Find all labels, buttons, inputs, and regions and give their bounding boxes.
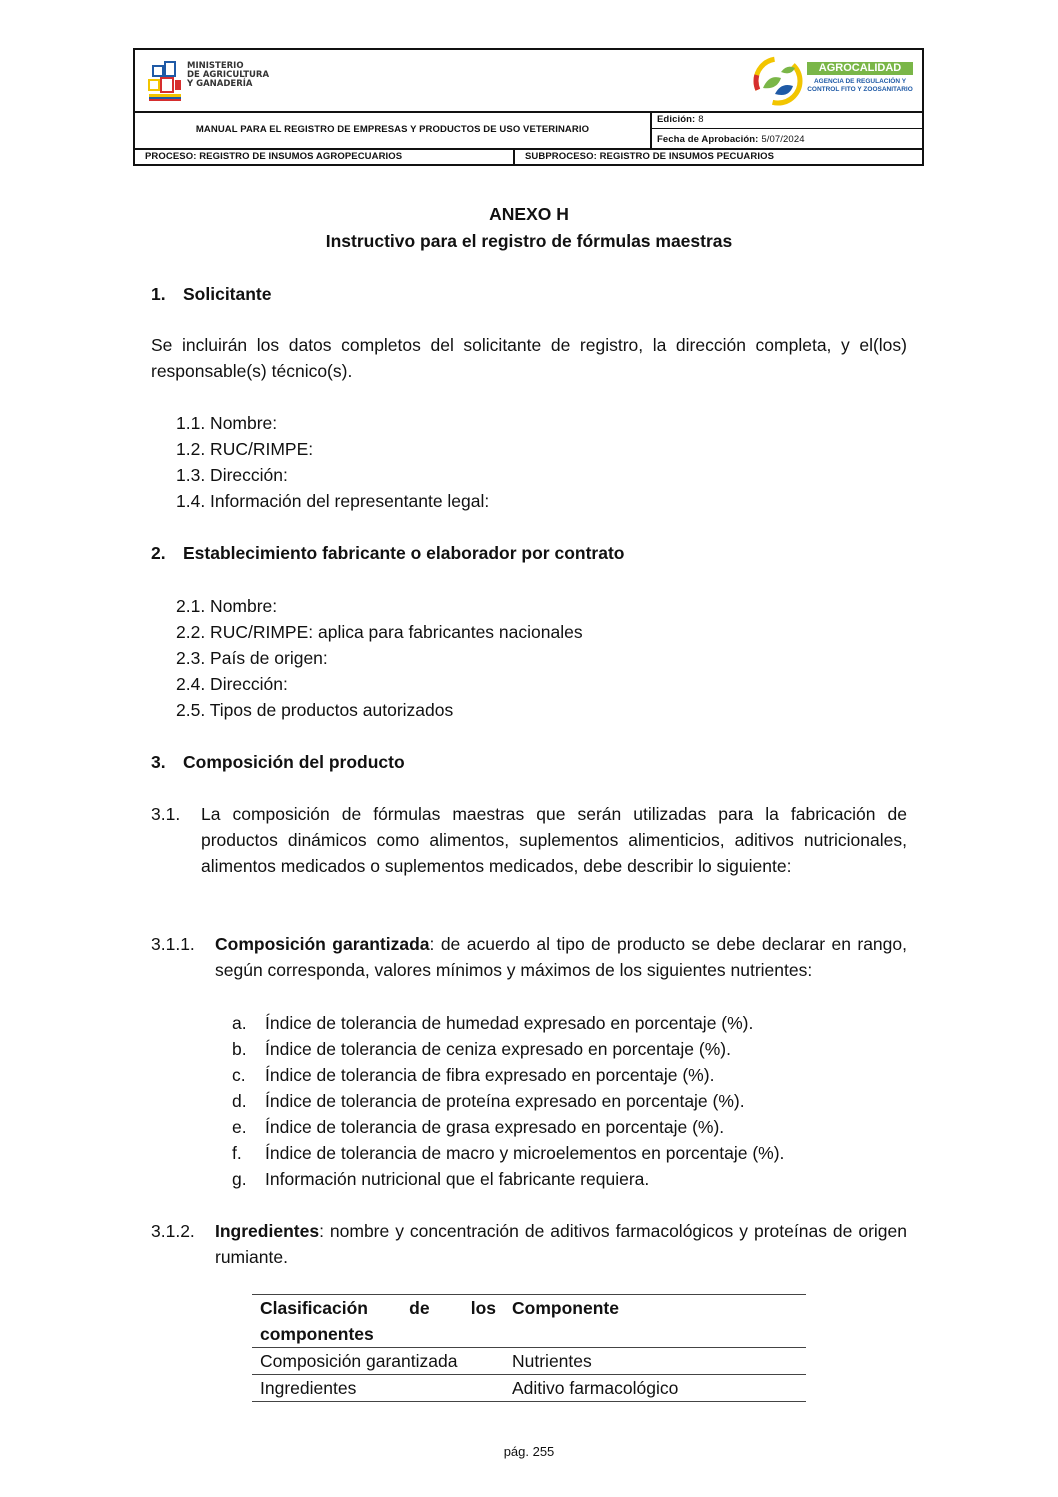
section3-number: 3.	[151, 752, 166, 772]
para-3-1-1-number: 3.1.1.	[151, 934, 195, 954]
header-process-row	[135, 148, 922, 164]
agrocalidad-emblem-icon	[751, 54, 805, 108]
list-item: Información nutricional que el fabricante requiera.	[265, 1169, 650, 1189]
ministry-line-1: MINISTERIO	[187, 61, 244, 71]
process-cell: PROCESO: REGISTRO DE INSUMOS AGROPECUARIOS	[135, 148, 515, 164]
list-item-letter: g.	[232, 1169, 247, 1189]
agency-name: AGROCALIDAD	[807, 62, 913, 75]
ministry-line-2: DE AGRICULTURA	[187, 70, 270, 80]
annex-subtitle: Instructivo para el registro de fórmulas maestras	[325, 231, 733, 251]
list-item: Índice de tolerancia de humedad expresado en porcentaje (%).	[265, 1013, 754, 1033]
table-row	[252, 1348, 806, 1375]
section3-heading: Composición del producto	[183, 752, 405, 772]
list-item-letter: d.	[232, 1091, 247, 1111]
components-table	[252, 1294, 806, 1402]
table-header-cell: Componente	[504, 1295, 806, 1348]
table-row	[252, 1375, 806, 1402]
list-item: Índice de tolerancia de macro y microelementos en porcentaje (%).	[265, 1143, 785, 1163]
subprocess-cell: SUBPROCESO: REGISTRO DE INSUMOS PECUARIOS	[525, 150, 775, 162]
section1-item: 1.3. Dirección:	[176, 465, 288, 485]
list-item-letter: e.	[232, 1117, 247, 1137]
annex-title: ANEXO H	[489, 204, 569, 224]
section2-item: 2.4. Dirección:	[176, 674, 288, 694]
para-3-1-2	[215, 1218, 907, 1270]
table-cell: Ingredientes	[252, 1375, 504, 1402]
table-cell: Composición garantizada	[252, 1348, 504, 1375]
agency-subtitle	[807, 78, 913, 93]
approval-label: Fecha de Aprobación:	[657, 133, 759, 145]
para-3-1-2-text: : nombre y concentración de aditivos farmacológicos y proteínas de origen rumiante.	[215, 1221, 907, 1267]
section1-paragraph: Se incluirán los datos completos del solicitante de registro, la dirección completa, y el(los) responsable(s) técnico(s).	[151, 335, 907, 381]
agrocalidad-logo	[751, 54, 915, 108]
para-3-1-1	[215, 931, 907, 983]
manual-title: MANUAL PARA EL REGISTRO DE EMPRESAS Y PRODUCTOS DE USO VETERINARIO	[135, 111, 652, 148]
section1-number: 1.	[151, 284, 166, 304]
para-3-1: La composición de fórmulas maestras que serán utilizadas para la fabricación de productos dinámicos como alimentos, suplementos alimenticios, aditivos nutricionales, alimentos medicados o suplementos medicados, debe describir lo siguiente:	[201, 804, 907, 876]
table-header-cell: Clasificación de los componentes	[252, 1295, 504, 1348]
para-3-1-1-term: Composición garantizada	[215, 934, 430, 954]
list-item-letter: b.	[232, 1039, 247, 1059]
list-item: Índice de tolerancia de proteína expresado en porcentaje (%).	[265, 1091, 745, 1111]
edition-cell	[652, 111, 922, 129]
para-3-1-2-number: 3.1.2.	[151, 1221, 195, 1241]
header-logo-row	[135, 50, 922, 113]
section1-item: 1.4. Información del representante legal:	[176, 491, 490, 511]
agency-line-2: CONTROL FITO Y ZOOSANITARIO	[807, 85, 913, 93]
table-header-row	[252, 1295, 806, 1348]
section2-item: 2.3. País de origen:	[176, 648, 328, 668]
section2-item: 2.2. RUC/RIMPE: aplica para fabricantes nacionales	[176, 622, 583, 642]
agency-line-1: AGENCIA DE REGULACIÓN Y	[813, 78, 907, 85]
ministry-name	[187, 62, 269, 89]
document-header	[133, 48, 924, 166]
list-item-letter: f.	[232, 1143, 242, 1163]
section1-item: 1.2. RUC/RIMPE:	[176, 439, 314, 459]
table-cell: Nutrientes	[504, 1348, 806, 1375]
section1-item: 1.1. Nombre:	[176, 413, 278, 433]
list-item: Índice de tolerancia de ceniza expresado en porcentaje (%).	[265, 1039, 731, 1059]
list-item-letter: a.	[232, 1013, 247, 1033]
para-3-1-1-text: : de acuerdo al tipo de producto se debe declarar en rango, según corresponda, valores mínimos y máximos de los siguientes nutrientes:	[215, 934, 907, 980]
edition-value: 8	[698, 114, 704, 125]
section1-heading: Solicitante	[183, 284, 272, 304]
ministry-line-3: Y GANADERÍA	[187, 79, 253, 89]
para-3-1-2-term: Ingredientes	[215, 1221, 320, 1241]
list-item: Índice de tolerancia de fibra expresado en porcentaje (%).	[265, 1065, 715, 1085]
table-cell: Aditivo farmacológico	[504, 1375, 806, 1402]
header-manual-row	[135, 111, 922, 150]
approval-cell	[652, 130, 922, 148]
section2-item: 2.1. Nombre:	[176, 596, 278, 616]
section2-heading: Establecimiento fabricante o elaborador por contrato	[183, 543, 625, 563]
list-item: Índice de tolerancia de grasa expresado en porcentaje (%).	[265, 1117, 725, 1137]
list-item-letter: c.	[232, 1065, 246, 1085]
section2-item: 2.5. Tipos de productos autorizados	[176, 700, 454, 720]
approval-value: 5/07/2024	[761, 133, 805, 145]
para-3-1-number: 3.1.	[151, 804, 181, 824]
section2-number: 2.	[151, 543, 166, 563]
edition-label: Edición:	[657, 114, 696, 125]
page-number: pág. 255	[503, 1444, 555, 1459]
